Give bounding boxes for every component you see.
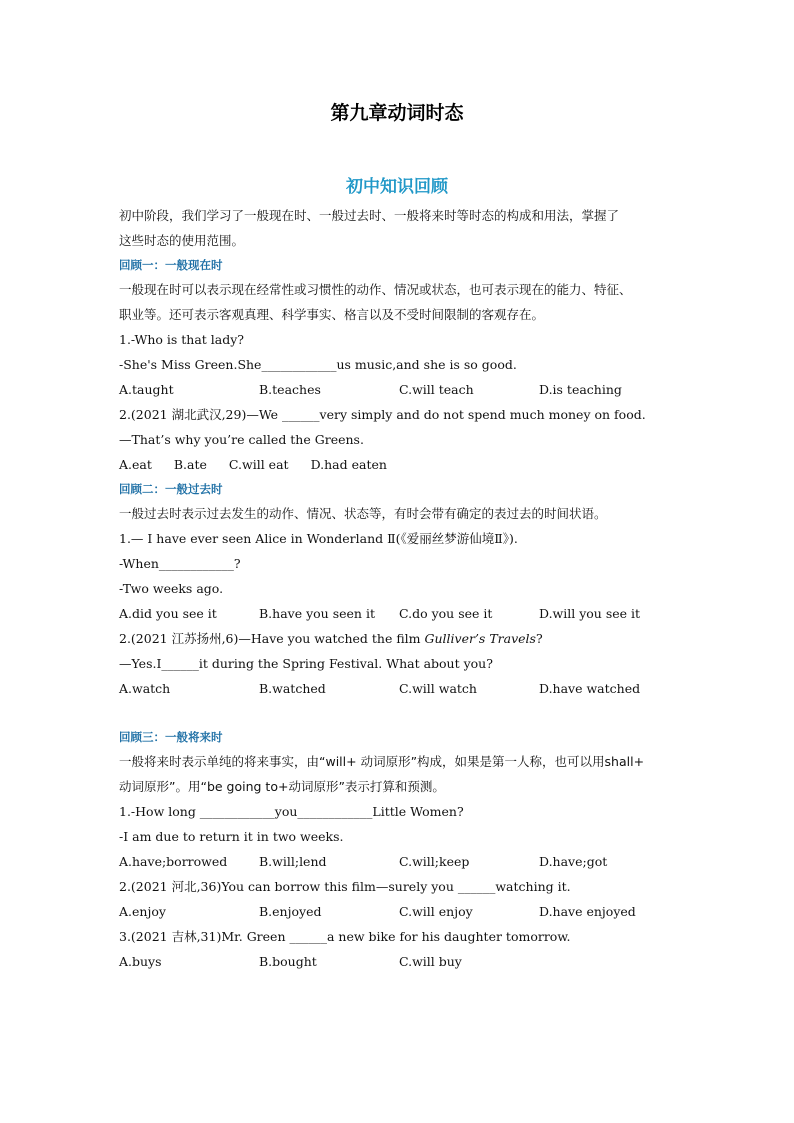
option-b: B.teaches <box>259 382 321 397</box>
question-line <box>119 626 679 651</box>
answer-options <box>119 601 679 626</box>
section-heading-future: 回顾三：一般将来时 <box>119 730 223 744</box>
option-c: C.will watch <box>399 681 477 696</box>
option-b: B.enjoyed <box>259 904 322 919</box>
question-text: ? <box>535 631 543 646</box>
option-a: A.taught <box>119 382 174 397</box>
intro-line-2: 这些时态的使用范围。 <box>119 233 245 248</box>
question-line: —Yes.I______it during the Spring Festival. What about you? <box>119 656 493 671</box>
option-b: B.bought <box>259 954 317 969</box>
option-b: B.have you seen it <box>259 606 375 621</box>
question-line: 3.(2021 吉林,31)Mr. Green ______a new bike for his daughter tomorrow. <box>119 929 571 944</box>
option-a: A.watch <box>119 681 171 696</box>
option-b: B.will;lend <box>259 854 327 869</box>
question-line: 1.— I have ever seen Alice in Wonderland Ⅱ(《爱丽丝梦游仙境Ⅱ》). <box>119 531 518 546</box>
answer-options <box>119 949 679 974</box>
option-c: C.do you see it <box>399 606 493 621</box>
answer-options <box>119 849 679 874</box>
answer-options <box>119 452 679 477</box>
question-line: 1.-Who is that lady? <box>119 332 244 347</box>
option-d: D.will you see it <box>539 606 641 621</box>
answer-options <box>119 676 679 701</box>
option-c: C.will teach <box>399 382 474 397</box>
question-line: -I am due to return it in two weeks. <box>119 829 344 844</box>
option-c: C.will;keep <box>399 854 470 869</box>
question-line: -Two weeks ago. <box>119 581 224 596</box>
section-desc: 一般现在时可以表示现在经常性或习惯性的动作、情况或状态，也可表示现在的能力、特征、 <box>119 282 632 297</box>
section-desc: 一般过去时表示过去发生的动作、情况、状态等，有时会带有确定的表过去的时间状语。 <box>119 506 607 521</box>
question-line: 2.(2021 湖北武汉,29)—We ______very simply and do not spend much money on food. <box>119 407 646 422</box>
option-b: B.ate <box>173 457 207 472</box>
question-line: -She's Miss Green.She____________us music,and she is so good. <box>119 357 517 372</box>
section-desc: 一般将来时表示单纯的将来事实，由“will+ 动词原形”构成，如果是第一人称，也可以用shall+ <box>119 754 645 769</box>
page-title: 第九章动词时态 <box>330 102 464 124</box>
section-heading-present: 回顾一：一般现在时 <box>119 258 223 272</box>
section-desc: 动词原形”。用“be going to+动词原形”表示打算和预测。 <box>119 779 445 794</box>
spacer <box>119 701 679 725</box>
option-d: D.have watched <box>539 681 641 696</box>
document-body <box>119 203 679 974</box>
option-a: A.did you see it <box>119 606 217 621</box>
question-line: —That’s why you’re called the Greens. <box>119 432 364 447</box>
question-text: 2.(2021 江苏扬州,6)—Have you watched the film <box>119 631 425 646</box>
question-line: 2.(2021 河北,36)You can borrow this film—surely you ______watching it. <box>119 879 571 894</box>
question-line: 1.-How long ____________you____________Little Women? <box>119 804 464 819</box>
option-c: C.will buy <box>399 954 462 969</box>
section-heading-past: 回顾二：一般过去时 <box>119 482 223 496</box>
section-desc: 职业等。还可表示客观真理、科学事实、格言以及不受时间限制的客观存在。 <box>119 307 545 322</box>
answer-options <box>119 899 679 924</box>
option-d: D.have;got <box>539 854 608 869</box>
option-a: A.buys <box>119 954 162 969</box>
option-a: A.eat <box>119 457 152 472</box>
option-a: A.enjoy <box>119 904 166 919</box>
option-d: D.is teaching <box>539 382 622 397</box>
intro-line-1: 初中阶段，我们学习了一般现在时、一般过去时、一般将来时等时态的构成和用法，掌握了 <box>119 208 620 223</box>
page-subtitle: 初中知识回顾 <box>346 177 448 197</box>
option-a: A.have;borrowed <box>119 854 228 869</box>
question-line: -When____________? <box>119 556 241 571</box>
option-c: C.will enjoy <box>399 904 473 919</box>
answer-options <box>119 377 679 402</box>
film-title: Gulliver’s Travels <box>424 631 536 646</box>
option-b: B.watched <box>259 681 326 696</box>
option-c: C.will eat <box>228 457 289 472</box>
option-d: D.had eaten <box>310 457 387 472</box>
option-d: D.have enjoyed <box>539 904 636 919</box>
